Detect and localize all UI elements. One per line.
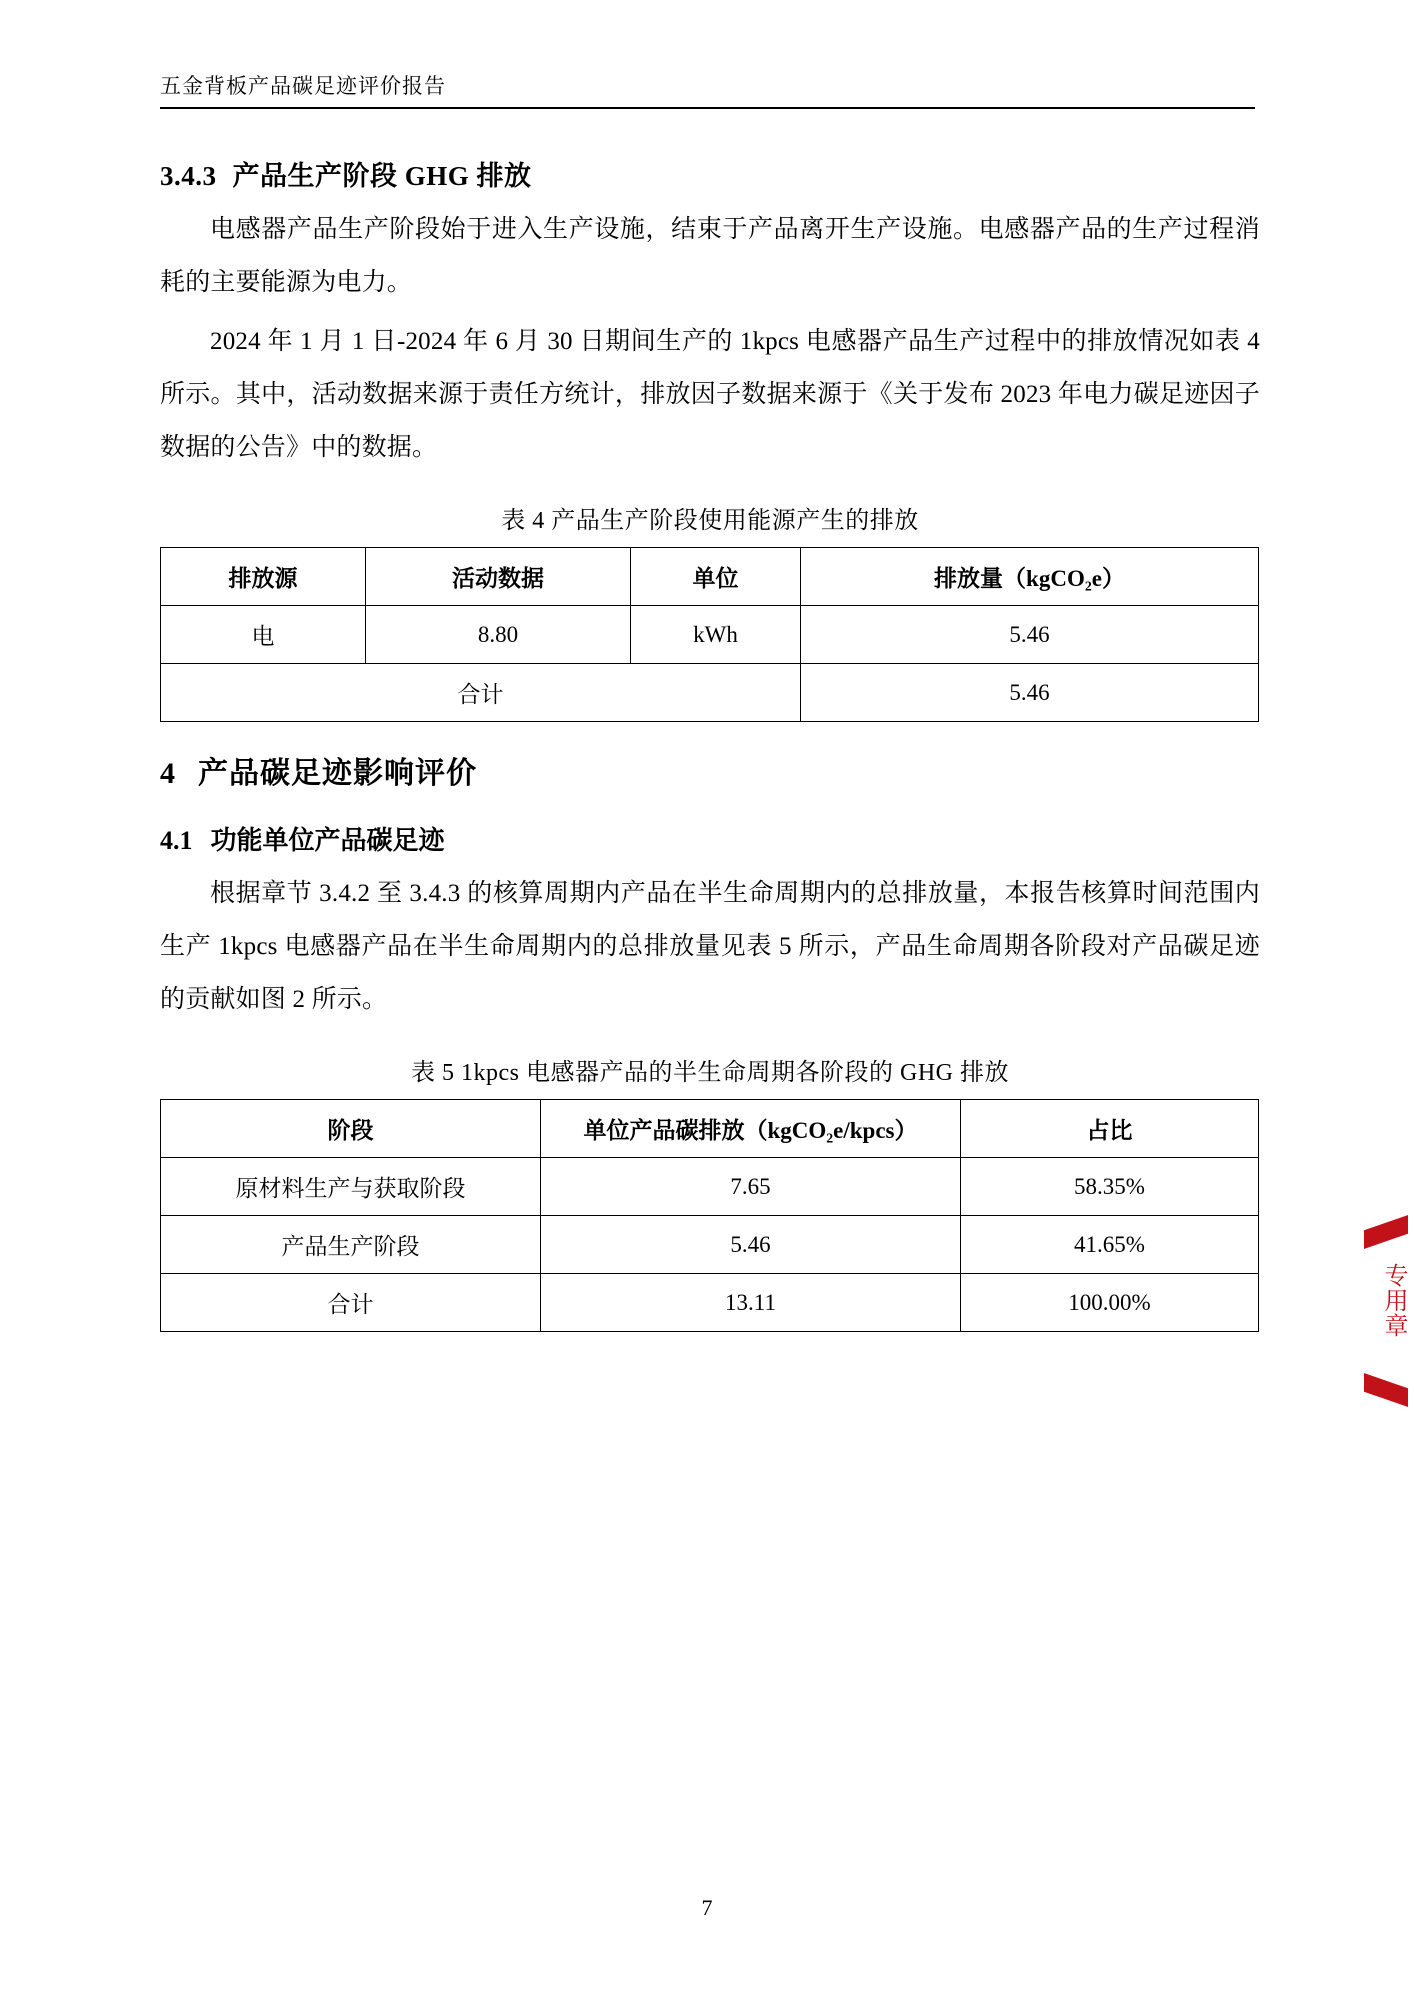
- table5-header-stage: 阶段: [161, 1100, 541, 1158]
- table4-cell-unit: kWh: [631, 606, 801, 664]
- page-number: 7: [701, 1895, 713, 1920]
- table5-cell-stage: 产品生产阶段: [161, 1216, 541, 1274]
- table-row: [161, 548, 1259, 606]
- table5-cell-emission: 13.11: [541, 1274, 961, 1332]
- table4-header-source: 排放源: [161, 548, 366, 606]
- table-row: [161, 1100, 1259, 1158]
- paragraph-3-4-3-2: 2024 年 1 月 1 日-2024 年 6 月 30 日期间生产的 1kpcs 电感器产品生产过程中的排放情况如表 4 所示。其中，活动数据来源于责任方统计，排放因子数据来源于《关于发布 2023 年电力碳足迹因子数据的公告》中的数据。: [160, 328, 1260, 461]
- table5-header-emission-per-unit: 单位产品碳排放（kgCO₂e/kpcs）: [541, 1100, 961, 1158]
- stamp-text: 专用章: [1380, 1263, 1406, 1338]
- table4-total-label: 合计: [161, 664, 801, 722]
- table4-total-value: 5.46: [801, 664, 1259, 722]
- section-title-3-4-3: 产品生产阶段 GHG 排放: [232, 161, 532, 191]
- paragraph-3-4-3-1: 电感器产品生产阶段始于进入生产设施，结束于产品离开生产设施。电感器产品的生产过程消耗的主要能源为电力。: [160, 216, 1260, 296]
- section-number-4-1: 4.1: [160, 826, 193, 855]
- stamp-chevron-bottom-icon: [1364, 1373, 1408, 1407]
- table4-caption: 表 4 产品生产阶段使用能源产生的排放: [501, 508, 919, 534]
- section-heading-4: [160, 722, 1260, 802]
- section-number-3-4-3: 3.4.3: [160, 161, 217, 191]
- section-heading-4-1: [160, 802, 1260, 863]
- red-stamp-edge: [1364, 1215, 1414, 1410]
- table4-cell-source: 电: [161, 606, 366, 664]
- table-5-lifecycle-stage-ghg: [160, 1099, 1259, 1332]
- table5-cell-stage: 合计: [161, 1274, 541, 1332]
- section-heading-3-4-3: [160, 140, 1260, 199]
- table4-header-activity-data: 活动数据: [366, 548, 631, 606]
- section-title-4: 产品碳足迹影响评价: [198, 757, 477, 790]
- table5-cell-stage: 原材料生产与获取阶段: [161, 1158, 541, 1216]
- table-row: [161, 606, 1259, 664]
- page-header: [160, 70, 1255, 109]
- table5-cell-share: 58.35%: [961, 1158, 1259, 1216]
- section-number-4: 4: [160, 757, 176, 790]
- table5-cell-share: 100.00%: [961, 1274, 1259, 1332]
- header-title: 五金背板产品碳足迹评价报告: [160, 74, 446, 98]
- table-row: [161, 1158, 1259, 1216]
- stamp-chevron-top-icon: [1364, 1215, 1408, 1249]
- table5-header-share: 占比: [961, 1100, 1259, 1158]
- header-divider: [160, 107, 1255, 109]
- table-4-production-energy-emissions: [160, 547, 1259, 722]
- table-row: [161, 1216, 1259, 1274]
- table-row-total: [161, 1274, 1259, 1332]
- table4-header-emissions: 排放量（kgCO₂e）: [801, 548, 1259, 606]
- section-title-4-1: 功能单位产品碳足迹: [210, 826, 445, 855]
- table4-header-unit: 单位: [631, 548, 801, 606]
- table5-cell-emission: 5.46: [541, 1216, 961, 1274]
- paragraph-4-1-1: 根据章节 3.4.2 至 3.4.3 的核算周期内产品在半生命周期内的总排放量，本报告核算时间范围内生产 1kpcs 电感器产品在半生命周期内的总排放量见表 5 所示，产品生命周期各阶段对产品碳足迹的贡献如图 2 所示。: [160, 880, 1260, 1013]
- table-row-total: [161, 664, 1259, 722]
- page-content: [160, 140, 1260, 1332]
- table5-cell-share: 41.65%: [961, 1216, 1259, 1274]
- table4-cell-emissions: 5.46: [801, 606, 1259, 664]
- table4-cell-activity-data: 8.80: [366, 606, 631, 664]
- table5-cell-emission: 7.65: [541, 1158, 961, 1216]
- table5-caption: 表 5 1kpcs 电感器产品的半生命周期各阶段的 GHG 排放: [411, 1060, 1009, 1086]
